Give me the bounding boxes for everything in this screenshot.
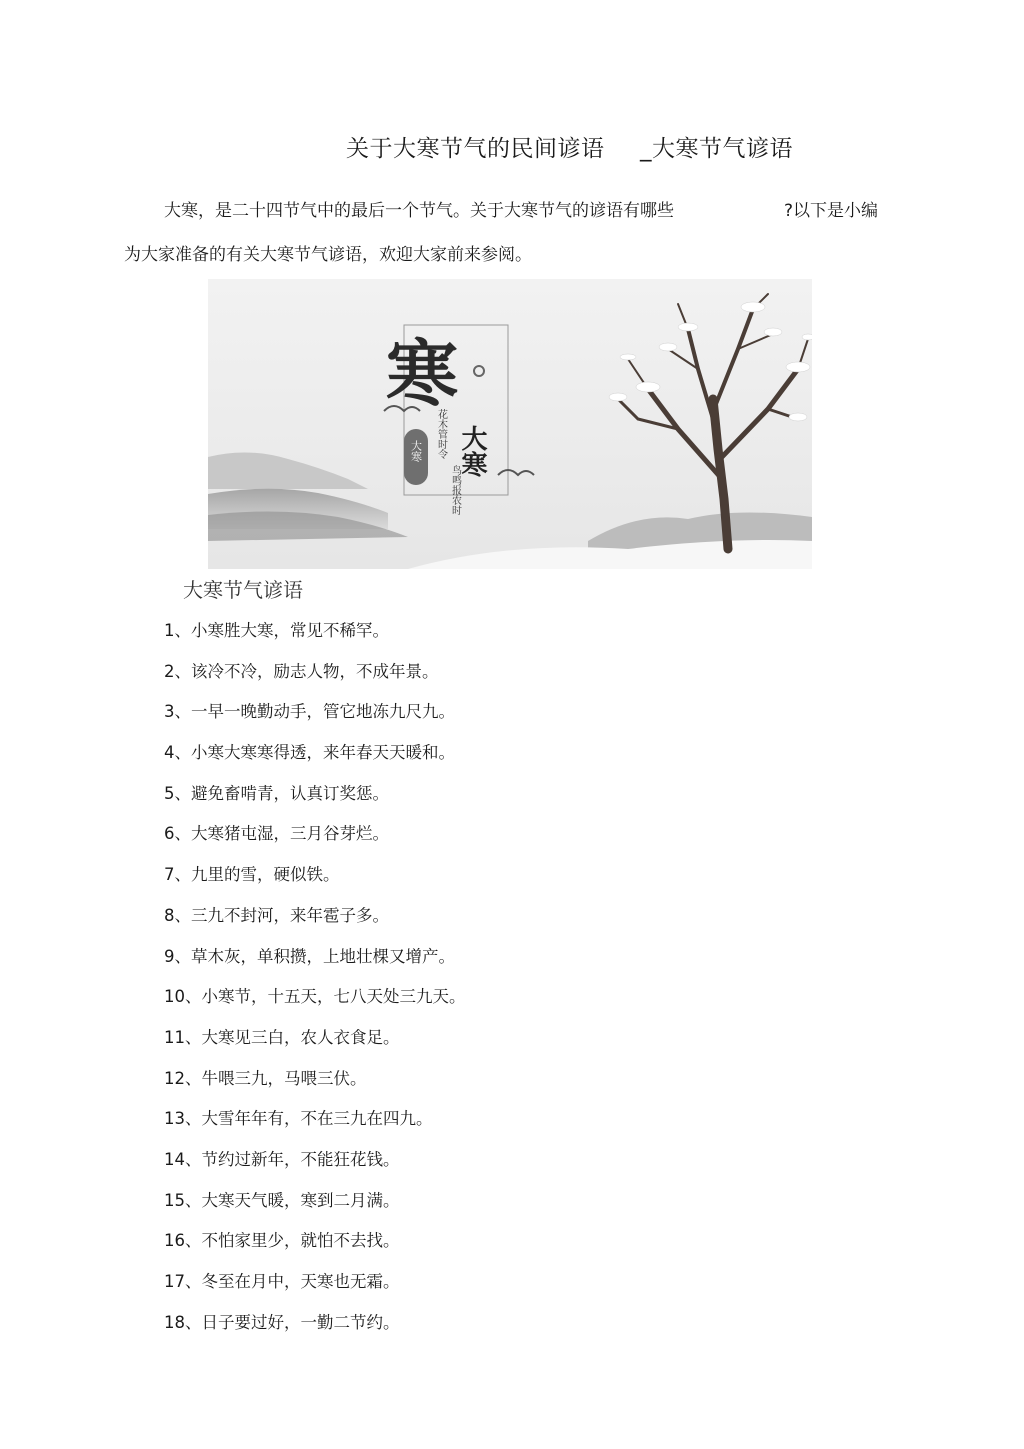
list-item: 5、避免畜啃青，认真订奖惩。 [164, 783, 389, 803]
list-item: 4、小寒大寒寒得透，来年春天天暖和。 [164, 743, 455, 763]
intro-line-1: 大寒，是二十四节气中的最后一个节气。关于大寒节气的谚语有哪些 [164, 201, 674, 221]
list-item: 2、该冷不冷，励志人物，不成年景。 [164, 661, 439, 681]
banner-title-vertical: 大寒 [457, 425, 487, 477]
poem-left: 花木管时令 [435, 409, 447, 459]
list-item: 17、冬至在月中，天寒也无霜。 [164, 1272, 400, 1291]
list-item: 6、大寒猪屯湿，三月谷芽烂。 [164, 824, 389, 844]
title-main: 关于大寒节气的民间谚语 [346, 136, 605, 162]
list-item: 11、大寒见三白，农人衣食足。 [164, 1027, 400, 1047]
intro-line-1-tail: ?以下是小编 [784, 201, 879, 221]
list-item: 15、大寒天气暖，寒到二月满。 [164, 1190, 400, 1210]
list-item: 8、三九不封河，来年雹子多。 [164, 905, 389, 925]
list-item: 13、大雪年年有，不在三九在四九。 [164, 1109, 433, 1129]
title-sub: _大寒节气谚语 [640, 136, 793, 162]
list-item: 12、牛喂三九，马喂三伏。 [164, 1068, 367, 1088]
list-item: 9、草木灰，单积攒，上地壮棵又增产。 [164, 946, 455, 966]
list-item: 7、九里的雪，硬似铁。 [164, 865, 340, 885]
poem-right: 鸟鸣报农时 [449, 465, 461, 515]
dahan-banner-image [208, 279, 812, 569]
list-item: 1、小寒胜大寒，常见不稀罕。 [164, 621, 389, 640]
big-character: 寒 [386, 331, 459, 416]
list-item: 10、小寒节，十五天，七八天处三九天。 [164, 987, 466, 1007]
list-item: 3、一早一晚勤动手，管它地冻九尺九。 [164, 702, 455, 722]
section-title: 大寒节气谚语 [183, 578, 303, 602]
document-title [0, 126, 1024, 166]
intro-line-2: 为大家准备的有关大寒节气谚语，欢迎大家前来参阅。 [124, 245, 532, 265]
list-item: 16、不怕家里少，就怕不去找。 [164, 1231, 400, 1251]
list-item: 14、节约过新年，不能狂花钱。 [164, 1149, 400, 1169]
seal-text: 大寒 [409, 440, 423, 462]
list-item: 18、日子要过好，一勤二节约。 [164, 1312, 400, 1332]
proverb-list [164, 618, 466, 1350]
